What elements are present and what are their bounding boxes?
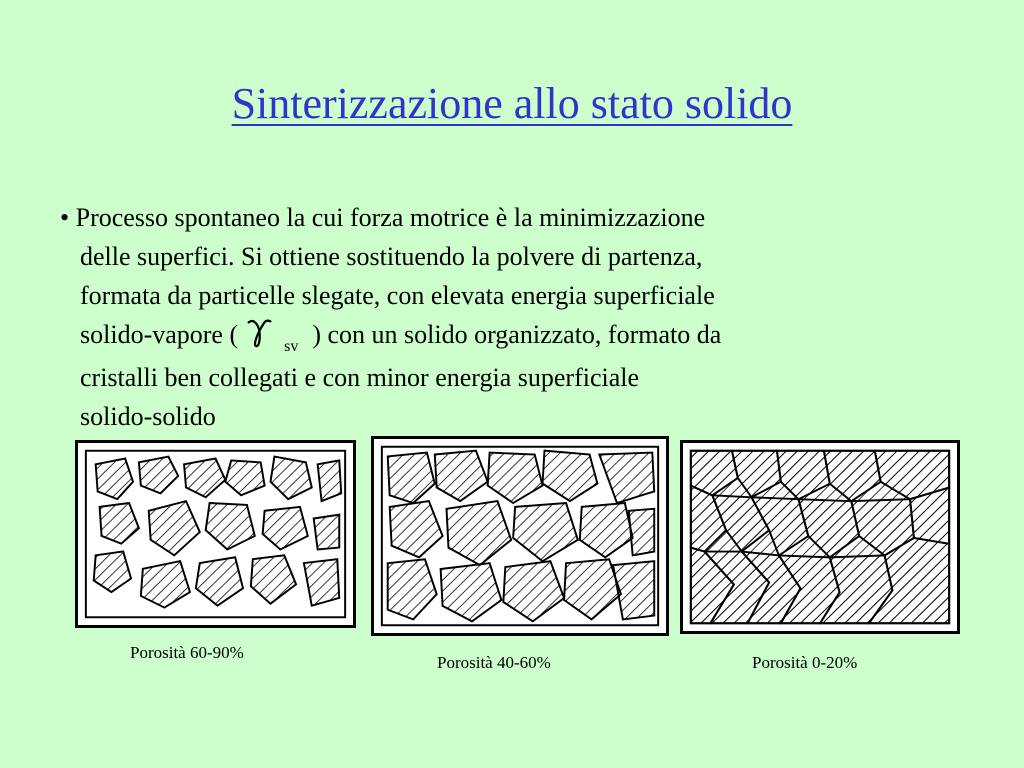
text-line-2: delle superfici. Si ottiene sostituendo la polvere di partenza,: [80, 242, 703, 271]
text-line-3: formata da particelle slegate, con elevata energia superficiale: [80, 281, 715, 310]
bullet-paragraph: [60, 198, 960, 436]
slide-title: Sinterizzazione allo stato solido: [231, 79, 793, 128]
gamma-symbol-icon: [242, 317, 282, 349]
text-line-4: solido-vapore ( $_{sv}$ ) con un solido organizzato, formato da: [60, 315, 960, 358]
bullet-marker: •: [60, 203, 70, 232]
gamma-subscript: sv: [284, 338, 299, 355]
caption-porosity-high: Porosità 60-90%: [130, 643, 244, 662]
microstructure-image-low-porosity: [680, 440, 960, 634]
microstructure-image-medium-porosity: [371, 436, 669, 636]
microstructure-image-high-porosity: [75, 440, 356, 628]
text-line-1: • Processo spontaneo la cui forza motrice è la minimizzazione: [60, 203, 706, 232]
text-line-5: cristalli ben collegati e con minor energia superficiale: [80, 363, 640, 392]
caption-porosity-medium: Porosità 40-60%: [437, 653, 551, 672]
text-line-6: solido-solido: [80, 402, 216, 431]
caption-porosity-low: Porosità 0-20%: [752, 653, 858, 672]
